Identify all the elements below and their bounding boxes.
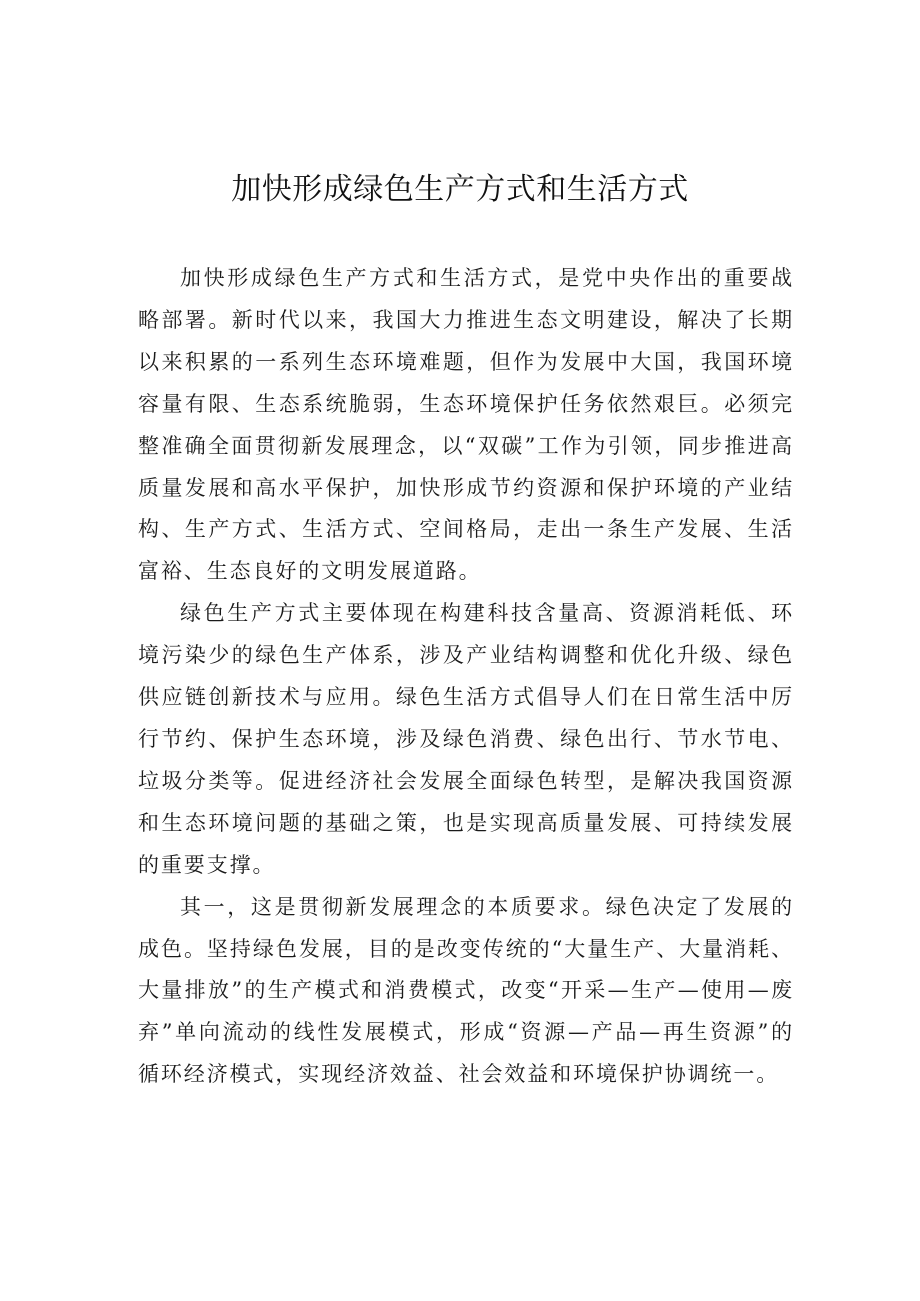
- document-title: 加快形成绿色生产方式和生活方式: [231, 172, 689, 207]
- paragraph-1: 加快形成绿色生产方式和生活方式，是党中央作出的重要战略部署。新时代以来，我国大力推进生态文明建设，解决了长期以来积累的一系列生态环境难题，但作为发展中大国，我国环境容量有限、生态系统脆弱，生态环境保护任务依然艰巨。必须完整准确全面贯彻新发展理念，以“双碳”工作为引领，同步推进高质量发展和高水平保护，加快形成节约资源和保护环境的产业结构、生产方式、生活方式、空间格局，走出一条生产发展、生活富裕、生态良好的文明发展道路。: [138, 266, 794, 584]
- paragraph-2: 绿色生产方式主要体现在构建科技含量高、资源消耗低、环境污染少的绿色生产体系，涉及产业结构调整和优化升级、绿色供应链创新技术与应用。绿色生活方式倡导人们在日常生活中厉行节约、保护生态环境，涉及绿色消费、绿色出行、节水节电、垃圾分类等。促进经济社会发展全面绿色转型，是解决我国资源和生态环境问题的基础之策，也是实现高质量发展、可持续发展的重要支撑。: [138, 601, 794, 877]
- document-body: [138, 258, 794, 1096]
- paragraph-3: 其一，这是贯彻新发展理念的本质要求。绿色决定了发展的成色。坚持绿色发展，目的是改变传统的“大量生产、大量消耗、大量排放”的生产模式和消费模式，改变“开采—生产—使用—废弃”单向流动的线性发展模式，形成“资源—产品—再生资源”的循环经济模式，实现经济效益、社会效益和环境保护协调统一。: [138, 894, 794, 1087]
